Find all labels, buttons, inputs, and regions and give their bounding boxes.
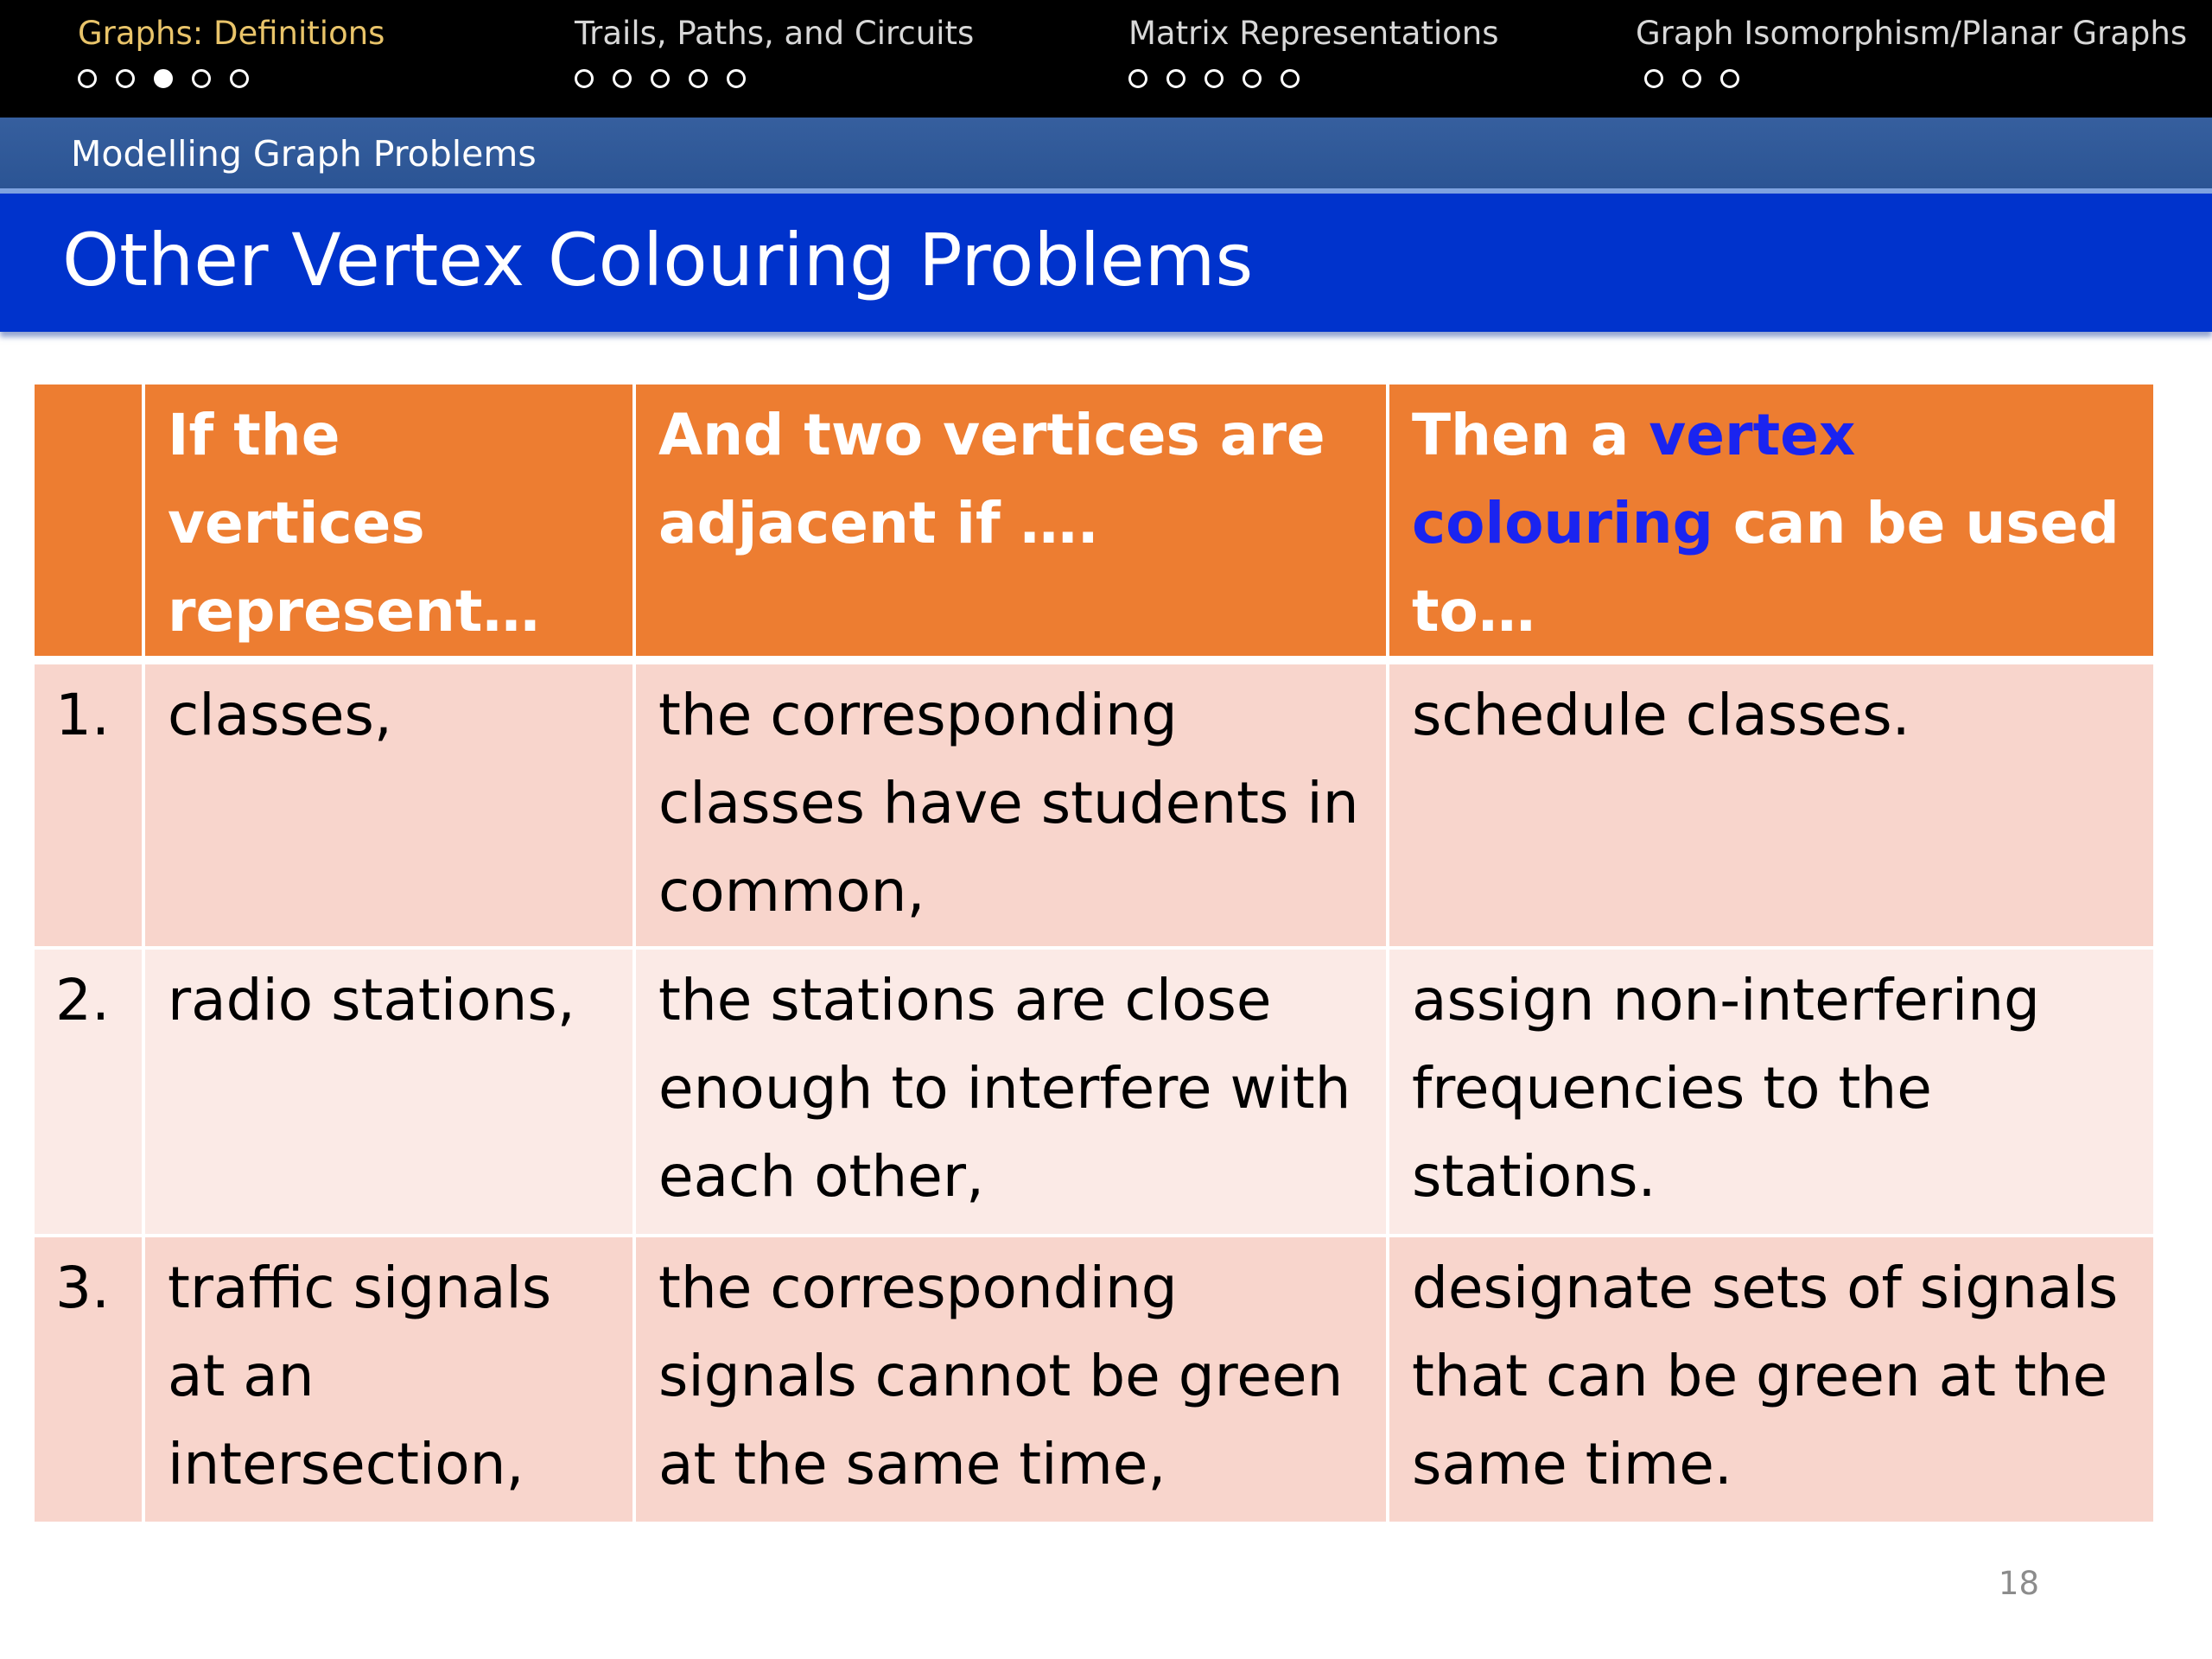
header-usage [1388, 383, 2155, 660]
nav-dot[interactable] [1128, 69, 1147, 88]
colouring-problems-table [31, 381, 2157, 1525]
nav-dot[interactable] [651, 69, 670, 88]
nav-progress-dots [1636, 69, 2187, 92]
nav-dot[interactable] [78, 69, 97, 88]
nav-section-graphs-definitions[interactable] [78, 12, 385, 92]
nav-dot[interactable] [1166, 69, 1185, 88]
row-adjacent: the stations are close enough to interfere with each other, [634, 948, 1388, 1236]
header-usage-highlight: vertex colouring [1412, 402, 1856, 556]
nav-section-title[interactable]: Matrix Representations [1128, 15, 1499, 52]
nav-dot[interactable] [689, 69, 708, 88]
nav-section-title[interactable]: Graph Isomorphism/Planar Graphs [1636, 15, 2188, 52]
subsection-title: Modelling Graph Problems [71, 133, 537, 175]
table-row [33, 948, 2155, 1236]
header-number [33, 383, 143, 660]
header-usage-suffix: can be used to… [1412, 490, 2120, 645]
row-usage: assign non-interfering frequencies to the stations. [1388, 948, 2155, 1236]
nav-dot[interactable] [727, 69, 746, 88]
header-adjacent: And two vertices are adjacent if …. [634, 383, 1388, 660]
nav-section-title[interactable]: Graphs: Definitions [78, 15, 385, 52]
nav-progress-dots [575, 69, 974, 92]
row-vertices: radio stations, [143, 948, 634, 1236]
table-row [33, 1236, 2155, 1523]
nav-dot[interactable] [1205, 69, 1224, 88]
page-number: 18 [1998, 1565, 2039, 1602]
nav-dot-current[interactable] [154, 69, 173, 88]
nav-dot[interactable] [192, 69, 211, 88]
row-number: 3. [33, 1236, 143, 1523]
nav-section-matrix-representations[interactable] [1128, 12, 1499, 92]
nav-dot[interactable] [1644, 69, 1663, 88]
nav-progress-dots [1128, 69, 1499, 92]
nav-dot[interactable] [116, 69, 135, 88]
nav-section-graph-isomorphism[interactable] [1636, 12, 2187, 92]
frame-title: Other Vertex Colouring Problems [62, 218, 1254, 302]
row-usage: designate sets of signals that can be green at the same time. [1388, 1236, 2155, 1523]
nav-section-trails-paths-circuits[interactable] [575, 12, 974, 92]
nav-progress-dots [78, 69, 385, 92]
row-usage: schedule classes. [1388, 660, 2155, 948]
frame-title-bar [0, 194, 2212, 332]
row-adjacent: the corresponding classes have students in common, [634, 660, 1388, 948]
row-adjacent: the corresponding signals cannot be green at the same time, [634, 1236, 1388, 1523]
nav-dot[interactable] [1682, 69, 1701, 88]
nav-dot[interactable] [613, 69, 632, 88]
nav-dot[interactable] [230, 69, 249, 88]
row-number: 1. [33, 660, 143, 948]
navigation-bar [0, 0, 2212, 118]
row-vertices: traffic signals at an intersection, [143, 1236, 634, 1523]
nav-dot[interactable] [575, 69, 594, 88]
row-vertices: classes, [143, 660, 634, 948]
table-row [33, 660, 2155, 948]
subsection-bar [0, 118, 2212, 194]
nav-dot[interactable] [1281, 69, 1300, 88]
row-number: 2. [33, 948, 143, 1236]
header-usage-prefix: Then a [1412, 402, 1649, 468]
nav-dot[interactable] [1720, 69, 1739, 88]
table-header-row [33, 383, 2155, 660]
header-vertices: If the vertices represent… [143, 383, 634, 660]
nav-dot[interactable] [1243, 69, 1262, 88]
nav-section-title[interactable]: Trails, Paths, and Circuits [575, 15, 975, 52]
